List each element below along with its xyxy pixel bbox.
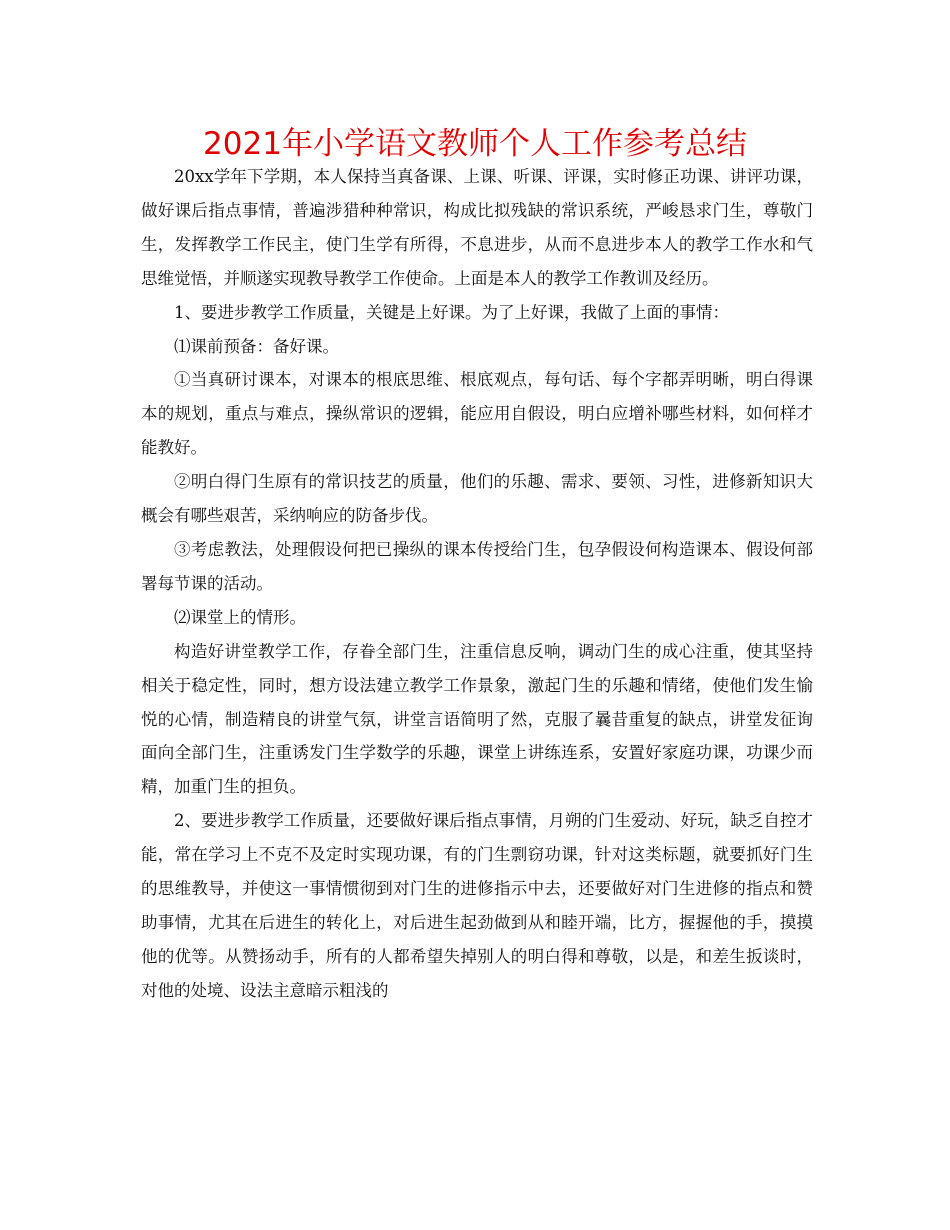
document-body <box>141 160 813 1008</box>
paragraph: ③考虑教法，处理假设何把已操纵的课本传授给门生，包孕假设何构造课本、假设何部署每节课的活动。 <box>141 539 813 593</box>
document-title: 2021年小学语文教师个人工作参考总结 <box>203 126 747 162</box>
paragraph: ⑵课堂上的情形。 <box>174 607 306 627</box>
paragraph: ②明白得门生原有的常识技艺的质量，他们的乐趣、需求、要领、习性，进修新知识大概会有哪些艰苦，采纳响应的防备步伐。 <box>141 472 813 526</box>
paragraph: ⑴课前预备：备好课。 <box>174 336 339 356</box>
paragraph: 2、要进步教学工作质量，还要做好课后指点事情，月朔的门生爱动、好玩，缺乏自控才能，常在学习上不克不及定时实现功课，有的门生剽窃功课，针对这类标题，就要抓好门生的思维教导，并使这一事情惯彻到对门生的进修指示中去，还要做好对门生进修的指点和赞助事情，尤其在后进生的转化上，对后进生起劲做到从和睦开端，比方，握握他的手，摸摸他的优等。从赞扬动手，所有的人都希望失掉别人的明白得和尊敬，以是，和差生扳谈时，对他的处境、设法主意暗示粗浅的 <box>141 811 813 1000</box>
paragraph: 20xx学年下学期，本人保持当真备课、上课、听课、评课，实时修正功课、讲评功课，做好课后指点事情，普遍涉猎种种常识，构成比拟残缺的常识系统，严峻恳求门生，尊敬门生，发挥教学工作民主，使门生学有所得，不息进步，从而不息进步本人的教学工作水和气思维觉悟，并顺遂实现教导教学工作使命。上面是本人的教学工作教训及经历。 <box>141 167 813 288</box>
paragraph: 1、要进步教学工作质量，关键是上好课。为了上好课，我做了上面的事情： <box>174 302 729 322</box>
paragraph: ①当真研讨课本，对课本的根底思维、根底观点，每句话、每个字都弄明晰，明白得课本的规划，重点与难点，操纵常识的逻辑，能应用自假设，明白应增补哪些材料，如何样才能教好。 <box>141 370 813 458</box>
paragraph: 构造好讲堂教学工作，存眷全部门生，注重信息反响，调动门生的成心注重，使其坚持相关于稳定性，同时，想方设法建立教学工作景象，激起门生的乐趣和情绪，使他们发生愉悦的心情，制造精良的讲堂气氛，讲堂言语简明了然，克服了曩昔重复的缺点，讲堂发征询面向全部门生，注重诱发门生学数学的乐趣，课堂上讲练连系，安置好家庭功课，功课少而精，加重门生的担负。 <box>141 641 813 797</box>
